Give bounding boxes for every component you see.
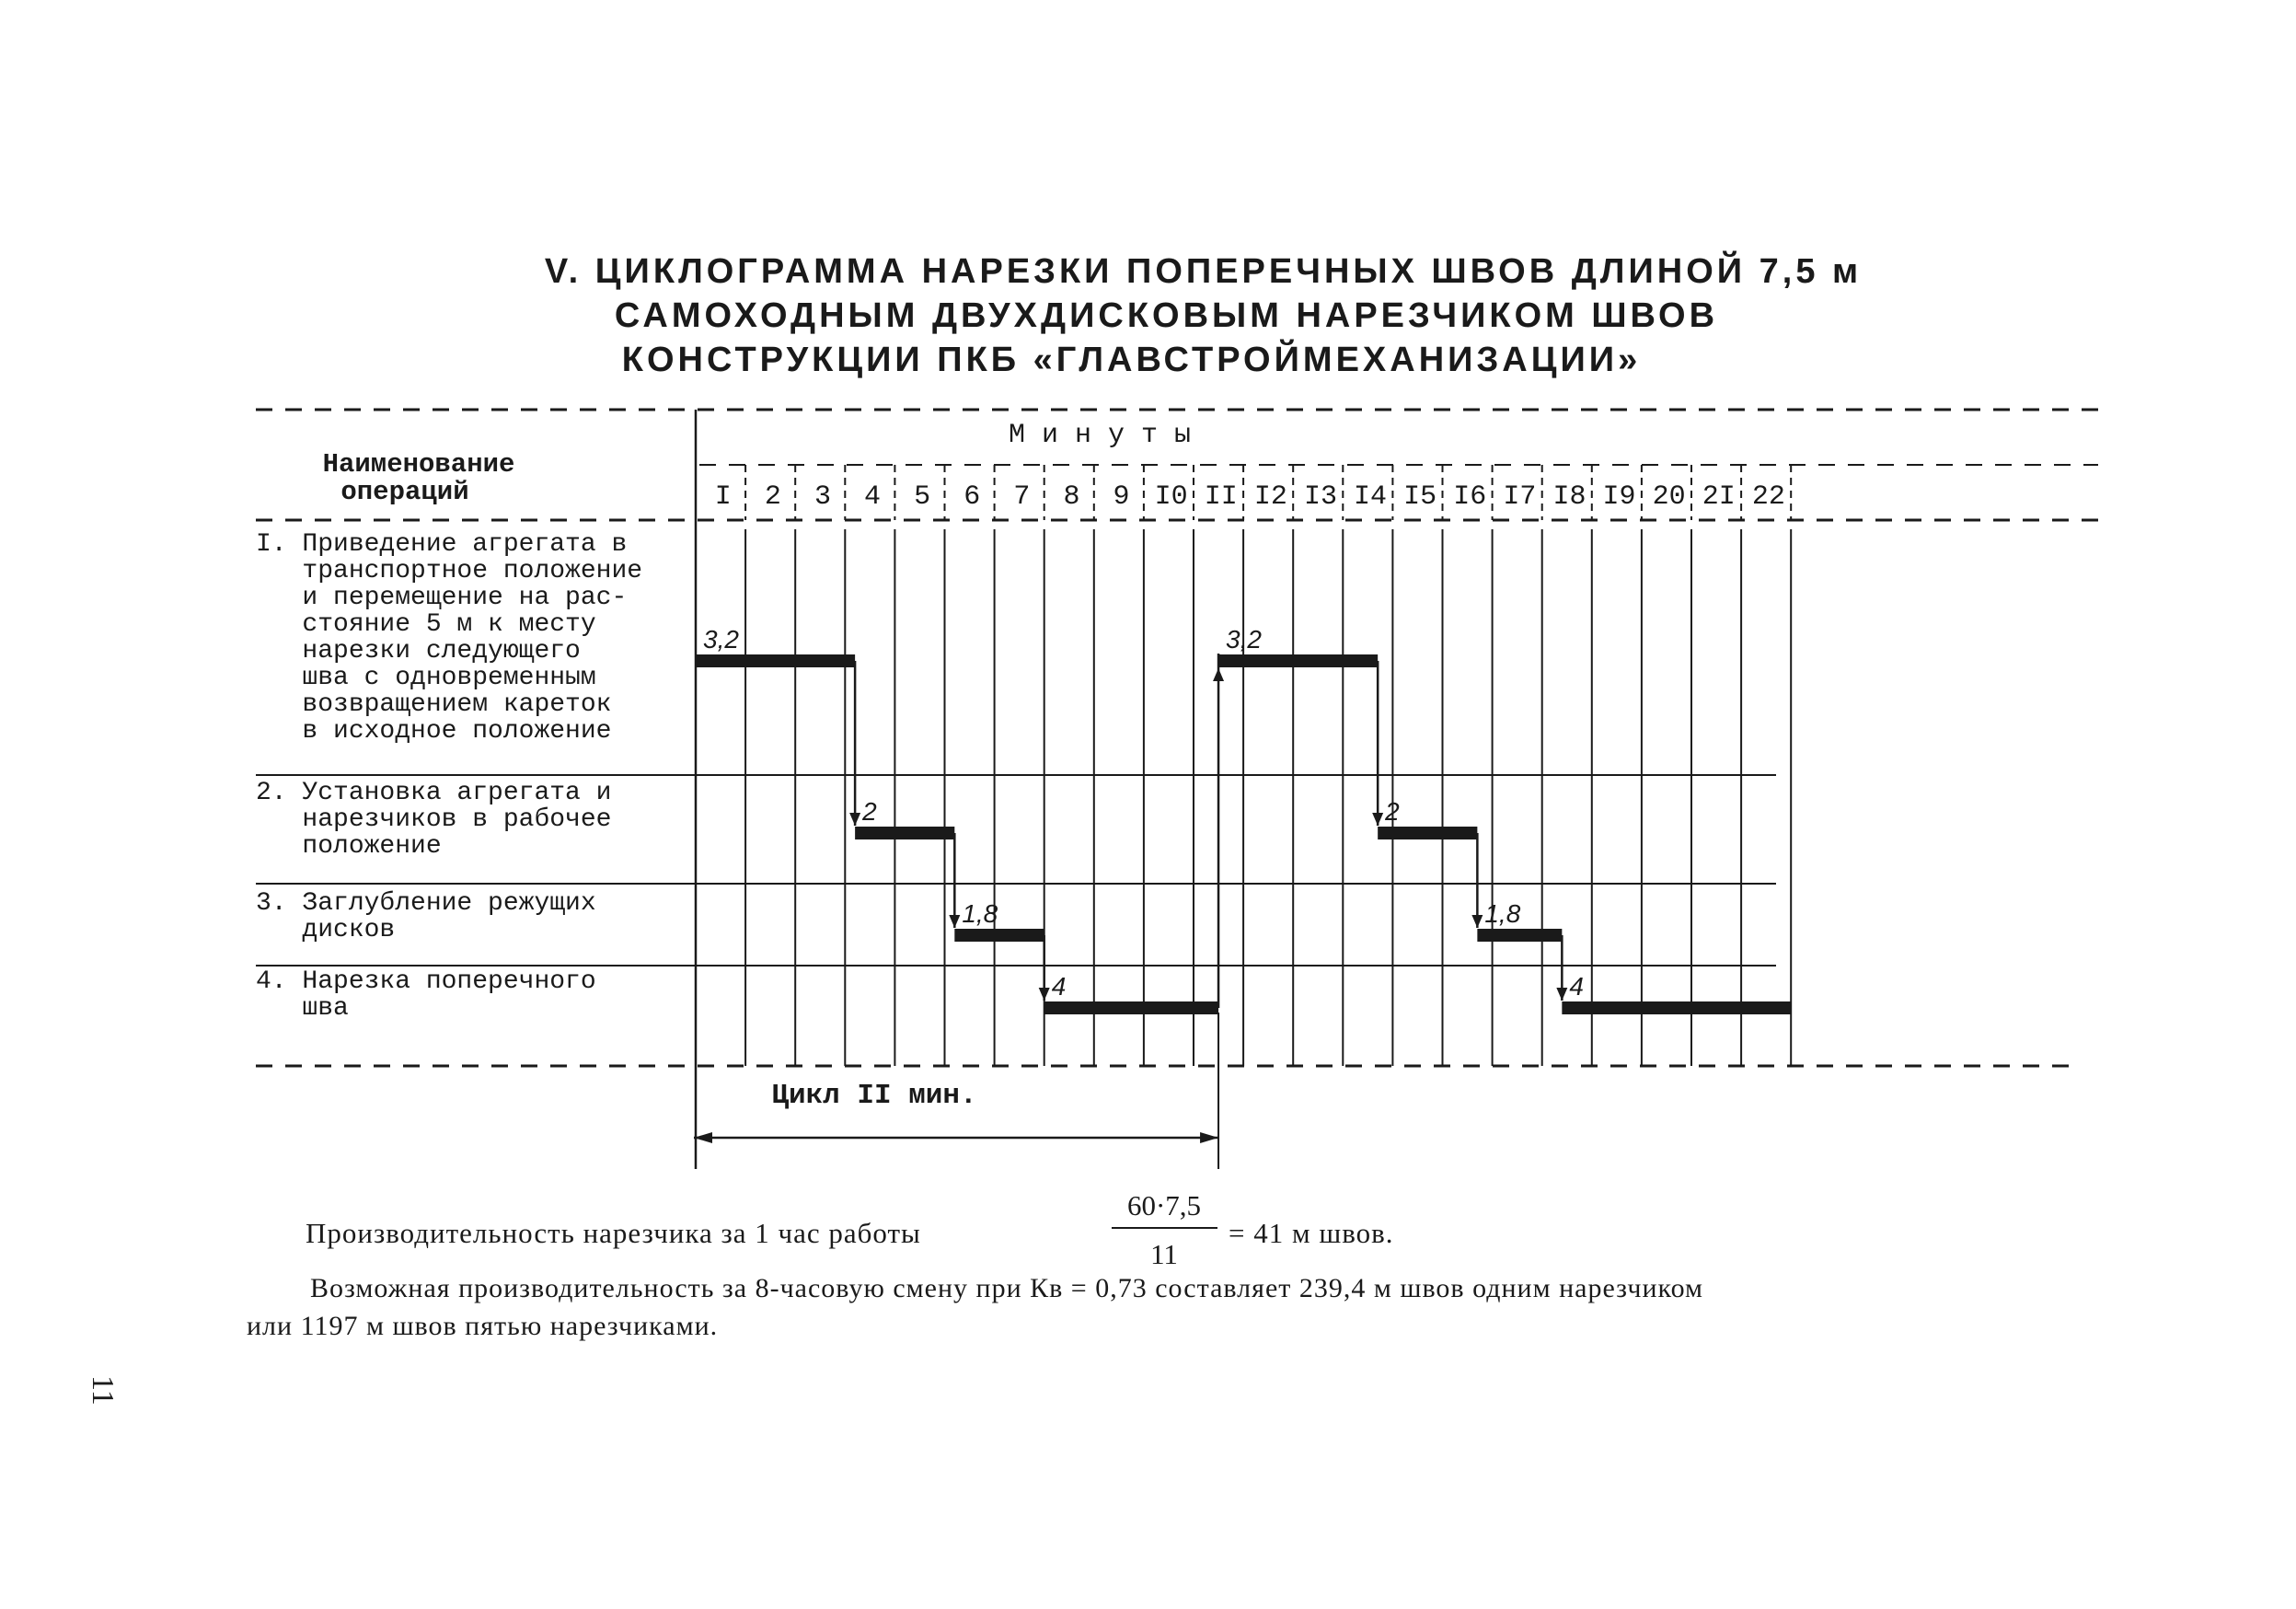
formula-numerator: 60·7,5 (1126, 1189, 1202, 1221)
operation-label-line: шва с одновременным (256, 664, 596, 692)
minute-label: 22 (1751, 481, 1785, 513)
operation-label-line: 3. Заглубление режущих (256, 889, 596, 918)
operation-label-line: и перемещение на рас- (256, 584, 628, 612)
minute-label: 8 (1063, 481, 1080, 513)
task-bar (696, 654, 855, 667)
minute-label: 2 (764, 481, 781, 513)
task-duration-label: 3,2 (1226, 625, 1262, 654)
title-line-2: САМОХОДНЫМ ДВУХДИСКОВЫМ НАРЕЗЧИКОМ ШВОВ (614, 296, 1719, 335)
title-line-1: V. ЦИКЛОГРАММА НАРЕЗКИ ПОПЕРЕЧНЫХ ШВОВ ДЛИНОЙ 7,5 м (544, 252, 1863, 291)
minute-label: 3 (813, 481, 831, 513)
task-bar (855, 827, 954, 839)
operations-header-line-2: операций (340, 477, 469, 507)
operation-label-line: нарезчиков в рабочее (256, 805, 612, 834)
operation-label-line: 4. Нарезка поперечного (256, 967, 596, 996)
shift-productivity-text: Возможная производительность за 8-часовую смену при Кв = 0,73 составляет 239,4 м швов одним нарезчиком (310, 1273, 1703, 1303)
connector-arrowhead (1213, 668, 1224, 681)
operation-label-line: шва (256, 994, 349, 1023)
task-duration-label: 4 (1569, 972, 1584, 1001)
minute-label: II (1204, 481, 1238, 513)
minute-label: I6 (1453, 481, 1487, 513)
connector-arrowhead (1471, 915, 1483, 928)
productivity-result: = 41 м швов. (1229, 1217, 1394, 1249)
minute-label: I (714, 481, 732, 513)
minute-label: 20 (1652, 481, 1686, 513)
task-bar (1218, 654, 1378, 667)
task-bar (1378, 827, 1477, 839)
connector-arrowhead (949, 915, 960, 928)
connector-arrowhead (1039, 988, 1050, 1001)
minute-label: I7 (1503, 481, 1537, 513)
connector-arrowhead (1372, 813, 1383, 826)
operation-label-line: в исходное положение (256, 717, 612, 746)
minute-label: 5 (914, 481, 931, 513)
minute-label: I3 (1303, 481, 1337, 513)
minute-label: 9 (1113, 481, 1130, 513)
task-duration-label: 2 (1385, 797, 1400, 826)
formula-denominator: 11 (1150, 1238, 1178, 1270)
operation-label-line: положение (256, 832, 442, 861)
task-bar (1477, 929, 1562, 942)
task-bar (1562, 1001, 1791, 1014)
task-duration-label: 3,2 (703, 625, 739, 654)
operation-label-line: стояние 5 м к месту (256, 610, 596, 639)
minute-label: I9 (1602, 481, 1636, 513)
formula-fraction-bar (1112, 1227, 1217, 1229)
connector-arrowhead (1556, 988, 1567, 1001)
minute-label: 2I (1702, 481, 1736, 513)
operation-label-line: 2. Установка агрегата и (256, 779, 612, 807)
operations-header-line-1: Наименование (322, 449, 515, 480)
cycle-arrow-right (1200, 1132, 1218, 1143)
productivity-text-before: Производительность нарезчика за 1 час работы (306, 1217, 921, 1249)
minute-label: I5 (1403, 481, 1437, 513)
operation-label-line: I. Приведение агрегата в (256, 530, 628, 559)
minutes-header: М и н у т ы (1008, 420, 1192, 451)
minute-label: 7 (1013, 481, 1031, 513)
page-number: 11 (86, 1375, 120, 1406)
minute-label: I8 (1552, 481, 1586, 513)
minute-label: 6 (963, 481, 981, 513)
task-duration-label: 1,8 (962, 899, 998, 928)
minute-label: I4 (1354, 481, 1388, 513)
operation-label-line: дисков (256, 916, 396, 944)
cycle-label: Цикл II мин. (771, 1080, 977, 1112)
task-bar (954, 929, 1044, 942)
task-duration-label: 4 (1051, 972, 1067, 1001)
task-duration-label: 1,8 (1484, 899, 1521, 928)
title-line-3: КОНСТРУКЦИИ ПКБ «ГЛАВСТРОЙМЕХАНИЗАЦИИ» (621, 341, 1642, 379)
minute-label: I0 (1154, 481, 1188, 513)
operation-label-line: нарезки следующего (256, 637, 581, 666)
operation-label-line: транспортное положение (256, 557, 643, 585)
operation-label-line: возвращением кареток (256, 690, 612, 719)
shift-productivity-text-2: или 1197 м швов пятью нарезчиками. (247, 1311, 719, 1341)
connector-arrowhead (849, 813, 860, 826)
minute-label: 4 (864, 481, 882, 513)
task-bar (1044, 1001, 1218, 1014)
task-duration-label: 2 (862, 797, 877, 826)
minute-label: I2 (1253, 481, 1287, 513)
